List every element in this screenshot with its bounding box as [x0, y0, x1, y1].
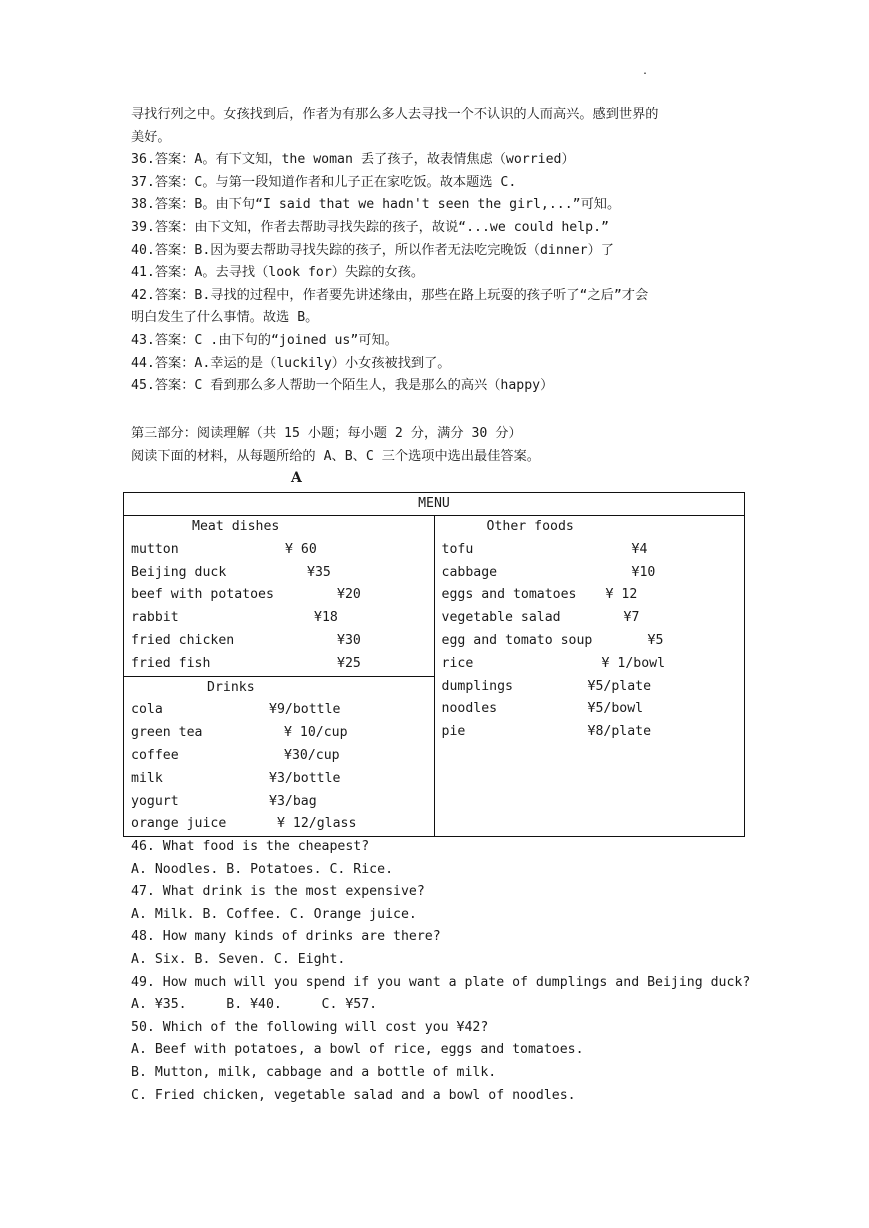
section-label: A [291, 470, 302, 486]
menu-item: dumplings ¥5/plate [441, 678, 652, 694]
answer-44: 44.答案：A.幸运的是（luckily）小女孩被找到了。 [131, 355, 451, 371]
other-foods-cell [434, 516, 744, 837]
menu-item: fried fish ¥25 [131, 655, 361, 671]
part3-instruction: 阅读下面的材料，从每题所给的 A、B、C 三个选项中选出最佳答案。 [131, 448, 540, 464]
answer-42-cont: 明白发生了什么事情。故选 B。 [131, 310, 319, 326]
drinks-title: Drinks [207, 679, 255, 695]
options-48: A. Six. B. Seven. C. Eight. [131, 951, 346, 967]
menu-item: yogurt ¥3/bag [131, 793, 317, 809]
question-47: 47. What drink is the most expensive? [131, 884, 425, 900]
answer-explanations [131, 104, 741, 398]
answer-42: 42.答案：B.寻找的过程中，作者要先讲述缘由，那些在路上玩耍的孩子听了“之后”才会 [131, 287, 649, 303]
answer-43: 43.答案：C .由下句的“joined us”可知。 [131, 332, 398, 348]
page-mark: . [642, 66, 649, 77]
option-50b: B. Mutton, milk, cabbage and a bottle of milk. [131, 1064, 497, 1080]
menu-item: cola ¥9/bottle [131, 702, 341, 718]
answer-40: 40.答案：B.因为要去帮助寻找失踪的孩子，所以作者无法吃完晚饭（dinner）了 [131, 242, 614, 258]
drinks-cell [124, 676, 435, 837]
menu-item: coffee ¥30/cup [131, 747, 340, 763]
menu-item: beef with potatoes ¥20 [131, 587, 361, 603]
answer-36: 36.答案：A。有下文知，the woman 丢了孩子，故表情焦虑（worried） [131, 152, 575, 168]
paragraph-line: 寻找行列之中。女孩找到后，作者为有那么多人去寻找一个不认识的人而高兴。感到世界的 [131, 107, 659, 122]
options-49: A. ¥35. B. ¥40. C. ¥57. [131, 997, 378, 1013]
menu-item: green tea ¥ 10/cup [131, 725, 348, 741]
answer-37: 37.答案：C。与第一段知道作者和儿子正在家吃饭。故本题选 C. [131, 174, 517, 190]
menu-item: Beijing duck ¥35 [131, 564, 331, 580]
question-50: 50. Which of the following will cost you ¥42? [131, 1019, 489, 1035]
options-46: A. Noodles. B. Potatoes. C. Rice. [131, 861, 394, 877]
other-title: Other foods [486, 519, 574, 534]
menu-item: vegetable salad ¥7 [441, 610, 640, 626]
option-50c: C. Fried chicken, vegetable salad and a bowl of noodles. [131, 1087, 576, 1103]
menu-item: tofu ¥4 [441, 541, 648, 557]
menu-item: eggs and tomatoes ¥ 12 [441, 587, 638, 603]
menu-item: pie ¥8/plate [441, 724, 652, 740]
menu-item: fried chicken ¥30 [131, 632, 361, 648]
question-49: 49. How much will you spend if you want a plate of dumplings and Beijing duck? [131, 974, 751, 990]
answer-39: 39.答案：由下文知，作者去帮助寻找失踪的孩子，故说“...we could help.” [131, 219, 609, 235]
options-47: A. Milk. B. Coffee. C. Orange juice. [131, 906, 417, 922]
option-50a: A. Beef with potatoes, a bowl of rice, eggs and tomatoes. [131, 1042, 584, 1058]
questions [131, 836, 750, 1107]
menu-table [123, 492, 745, 837]
menu-item: noodles ¥5/bowl [441, 701, 644, 717]
part3-title: 第三部分：阅读理解（共 15 小题；每小题 2 分，满分 30 分） [131, 426, 522, 441]
answer-45: 45.答案：C 看到那么多人帮助一个陌生人，我是那么的高兴（happy） [131, 378, 554, 394]
menu-item: milk ¥3/bottle [131, 770, 341, 786]
menu-item: rice ¥ 1/bowl [441, 655, 666, 671]
menu-item: egg and tomato soup ¥5 [441, 632, 664, 648]
meat-title: Meat dishes [192, 519, 280, 534]
answer-41: 41.答案：A。去寻找（look for）失踪的女孩。 [131, 265, 425, 281]
question-48: 48. How many kinds of drinks are there? [131, 929, 441, 945]
question-46: 46. What food is the cheapest? [131, 839, 370, 854]
menu-item: mutton ¥ 60 [131, 541, 317, 557]
menu-item: orange juice ¥ 12/glass [131, 816, 357, 832]
part3-header [131, 423, 741, 468]
meat-dishes-cell [124, 516, 435, 677]
menu-title: MENU [124, 493, 745, 516]
answer-38: 38.答案：B。由下句“I said that we hadn't seen the girl,...”可知。 [131, 197, 621, 213]
menu-item: cabbage ¥10 [441, 564, 656, 580]
menu-item: rabbit ¥18 [131, 610, 338, 626]
paragraph-line: 美好。 [131, 129, 171, 145]
